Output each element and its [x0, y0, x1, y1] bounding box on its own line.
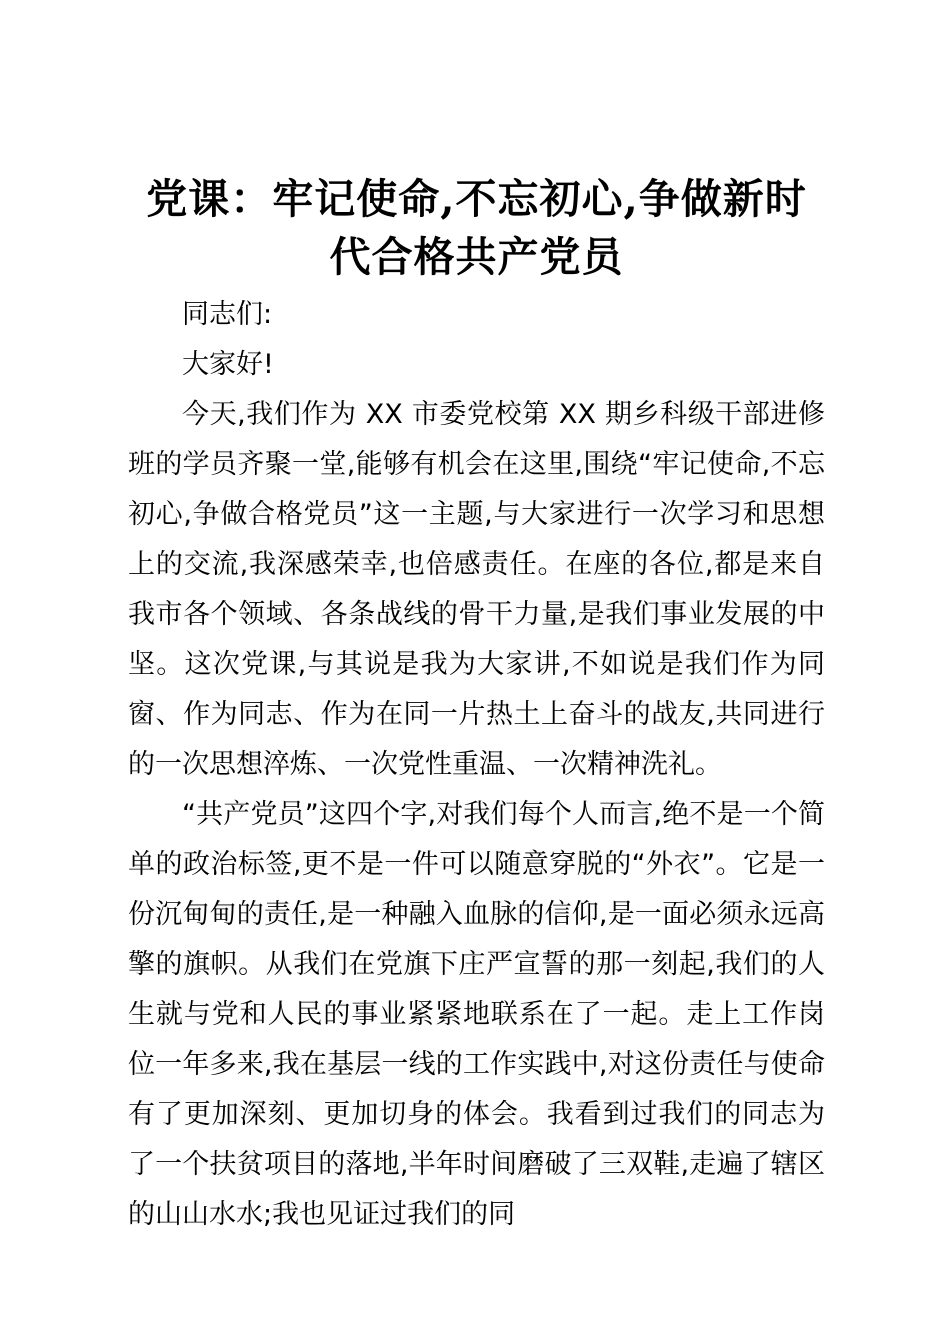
paragraph-salutation: 同志们: [182, 299, 273, 330]
paragraph-body-2: “共产党员”这四个字,对我们每个人而言,绝不是一个简单的政治标签,更不是一件可以随意穿脱的“外衣”。它是一份沉甸甸的责任,是一种融入血脉的信仰,是一面必须永远高擎的旗帜。从我们在党旗下庄严宣誓的那一刻起,我们的人生就与党和人民的事业紧紧地联系在了一起。走上工作岗位一年多来,我在基层一线的工作实践中,对这份责任与使命有了更加深刻、更加切身的体会。我看到过我们的同志为了一个扶贫项目的落地,半年时间磨破了三双鞋,走遍了辖区的山山水水;我也见证过我们的同 [128, 799, 825, 1230]
document-title: 党课：牢记使命,不忘初心,争做新时代合格共产党员 [146, 175, 807, 281]
paragraph-body-1: 今天,我们作为 XX 市委党校第 XX 期乡科级干部进修班的学员齐聚一堂,能够有机会在这里,围绕“牢记使命,不忘初心,争做合格党员”这一主题,与大家进行一次学习和思想上的交流,我深感荣幸,也倍感责任。在座的各位,都是来自我市各个领域、各条战线的骨干力量,是我们事业发展的中坚。这次党课,与其说是我为大家讲,不如说是我们作为同窗、作为同志、作为在同一片热土上奋斗的战友,共同进行的一次思想淬炼、一次党性重温、一次精神洗礼。 [128, 399, 825, 780]
paragraph-greeting: 大家好! [182, 349, 274, 380]
